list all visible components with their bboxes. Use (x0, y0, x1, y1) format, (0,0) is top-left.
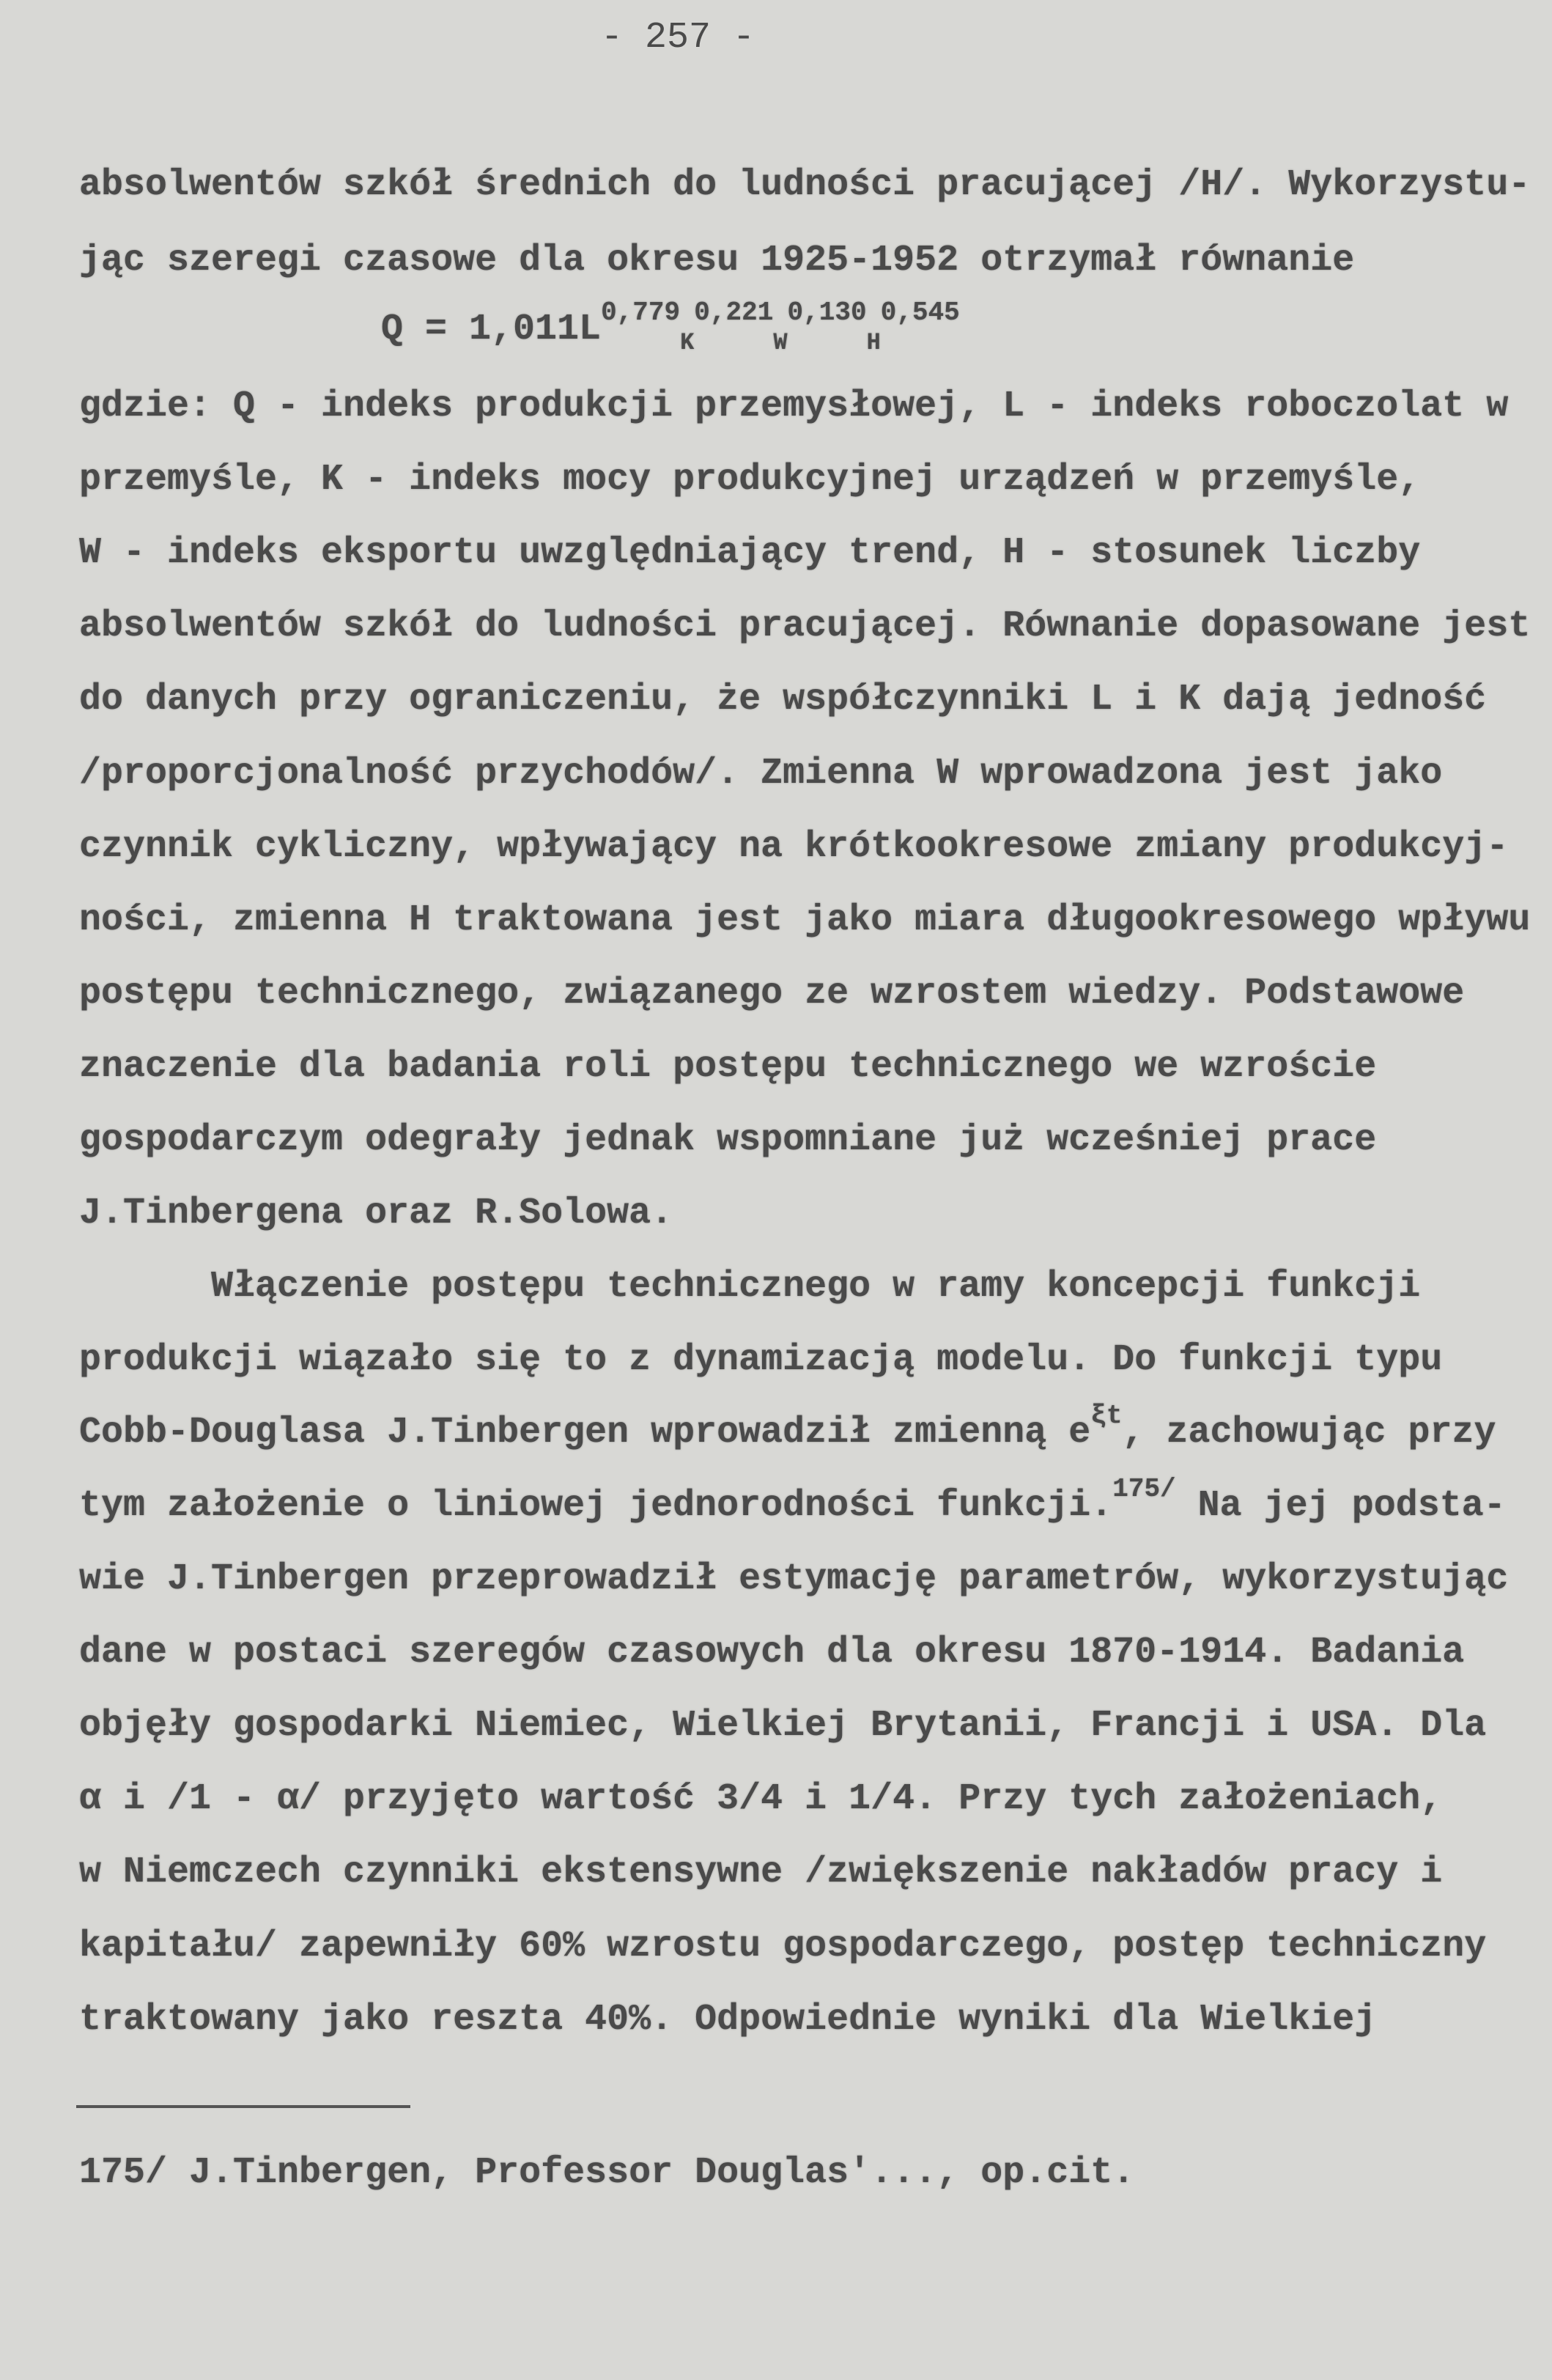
footnote-divider (76, 2105, 410, 2108)
text-line: kapitału/ zapewniły 60% wzrostu gospodarczego, postęp techniczny (79, 1925, 1487, 1967)
var-k: K (680, 329, 695, 356)
text-segment: tym założenie o liniowej jednorodności funkcji. (79, 1485, 1113, 1527)
exp-k: 0,221 (694, 298, 774, 328)
text-segment: Cobb-Douglasa J.Tinbergen wprowadził zmienną e (79, 1412, 1091, 1454)
exp-l: 0,779 (601, 298, 681, 328)
text-line: do danych przy ograniczeniu, że współczynniki L i K dają jedność (79, 679, 1487, 721)
var-h: H (866, 329, 881, 356)
equation-lhs: Q = 1,011 (381, 309, 580, 350)
superscript: ξt (1090, 1401, 1123, 1431)
text-line: gdzie: Q - indeks produkcji przemysłowej, L - indeks roboczolat w (79, 386, 1509, 427)
footnote-ref: 175/ (1112, 1474, 1176, 1504)
text-line: gospodarczym odegrały jednak wspomniane już wcześniej prace (79, 1119, 1377, 1161)
text-line: postępu technicznego, związanego ze wzrostem wiedzy. Podstawowe (79, 972, 1465, 1014)
text-line: absolwentów szkół średnich do ludności pracującej /H/. Wykorzystu- (79, 164, 1531, 206)
text-line: ności, zmienna H traktowana jest jako miara długookresowego wpływu (79, 899, 1531, 941)
text-segment: Na jej podsta- (1175, 1485, 1506, 1527)
equation (381, 298, 960, 356)
text-line: /proporcjonalność przychodów/. Zmienna W wprowadzona jest jako (79, 752, 1443, 795)
text-segment: , zachowując przy (1122, 1412, 1496, 1454)
text-line: W - indeks eksportu uwzględniający trend, H - stosunek liczby (79, 532, 1421, 575)
page-number: - 257 - (601, 17, 755, 59)
text-line: przemyśle, K - indeks mocy produkcyjnej urządzeń w przemyśle, (79, 459, 1421, 501)
exp-h: 0,545 (880, 298, 960, 328)
footnote: 175/ J.Tinbergen, Professor Douglas'..., op.cit. (79, 2152, 1135, 2194)
text-line (79, 1401, 1496, 1457)
text-line: J.Tinbergena oraz R.Solowa. (79, 1193, 673, 1235)
text-line: znaczenie dla badania roli postępu technicznego we wzroście (79, 1045, 1377, 1088)
text-line: jąc szeregi czasowe dla okresu 1925-1952 otrzymał równanie (79, 240, 1355, 281)
text-line: dane w postaci szeregów czasowych dla okresu 1870-1914. Badania (79, 1632, 1465, 1674)
text-line (79, 1474, 1506, 1530)
text-line: produkcji wiązało się to z dynamizacją modelu. Do funkcji typu (79, 1339, 1443, 1382)
text-line: wie J.Tinbergen przeprowadził estymację parametrów, wykorzystując (79, 1558, 1509, 1600)
text-line: traktowany jako reszta 40%. Odpowiednie wyniki dla Wielkiej (79, 1998, 1377, 2041)
var-l: L (579, 309, 602, 350)
text-line: absolwentów szkół do ludności pracującej. Równanie dopasowane jest (79, 605, 1531, 648)
text-line: α i /1 - α/ przyjęto wartość 3/4 i 1/4. Przy tych założeniach, (79, 1778, 1443, 1821)
text-line: w Niemczech czynniki ekstensywne /zwiększenie nakładów pracy i (79, 1852, 1443, 1894)
exp-w: 0,130 (787, 298, 867, 328)
text-line: czynnik cykliczny, wpływający na krótkookresowe zmiany produkcyj- (79, 825, 1509, 868)
text-line: Włączenie postępu technicznego w ramy koncepcji funkcji (79, 1266, 1421, 1308)
text-line: objęły gospodarki Niemiec, Wielkiej Brytanii, Francji i USA. Dla (79, 1705, 1487, 1747)
var-w: W (773, 329, 788, 356)
